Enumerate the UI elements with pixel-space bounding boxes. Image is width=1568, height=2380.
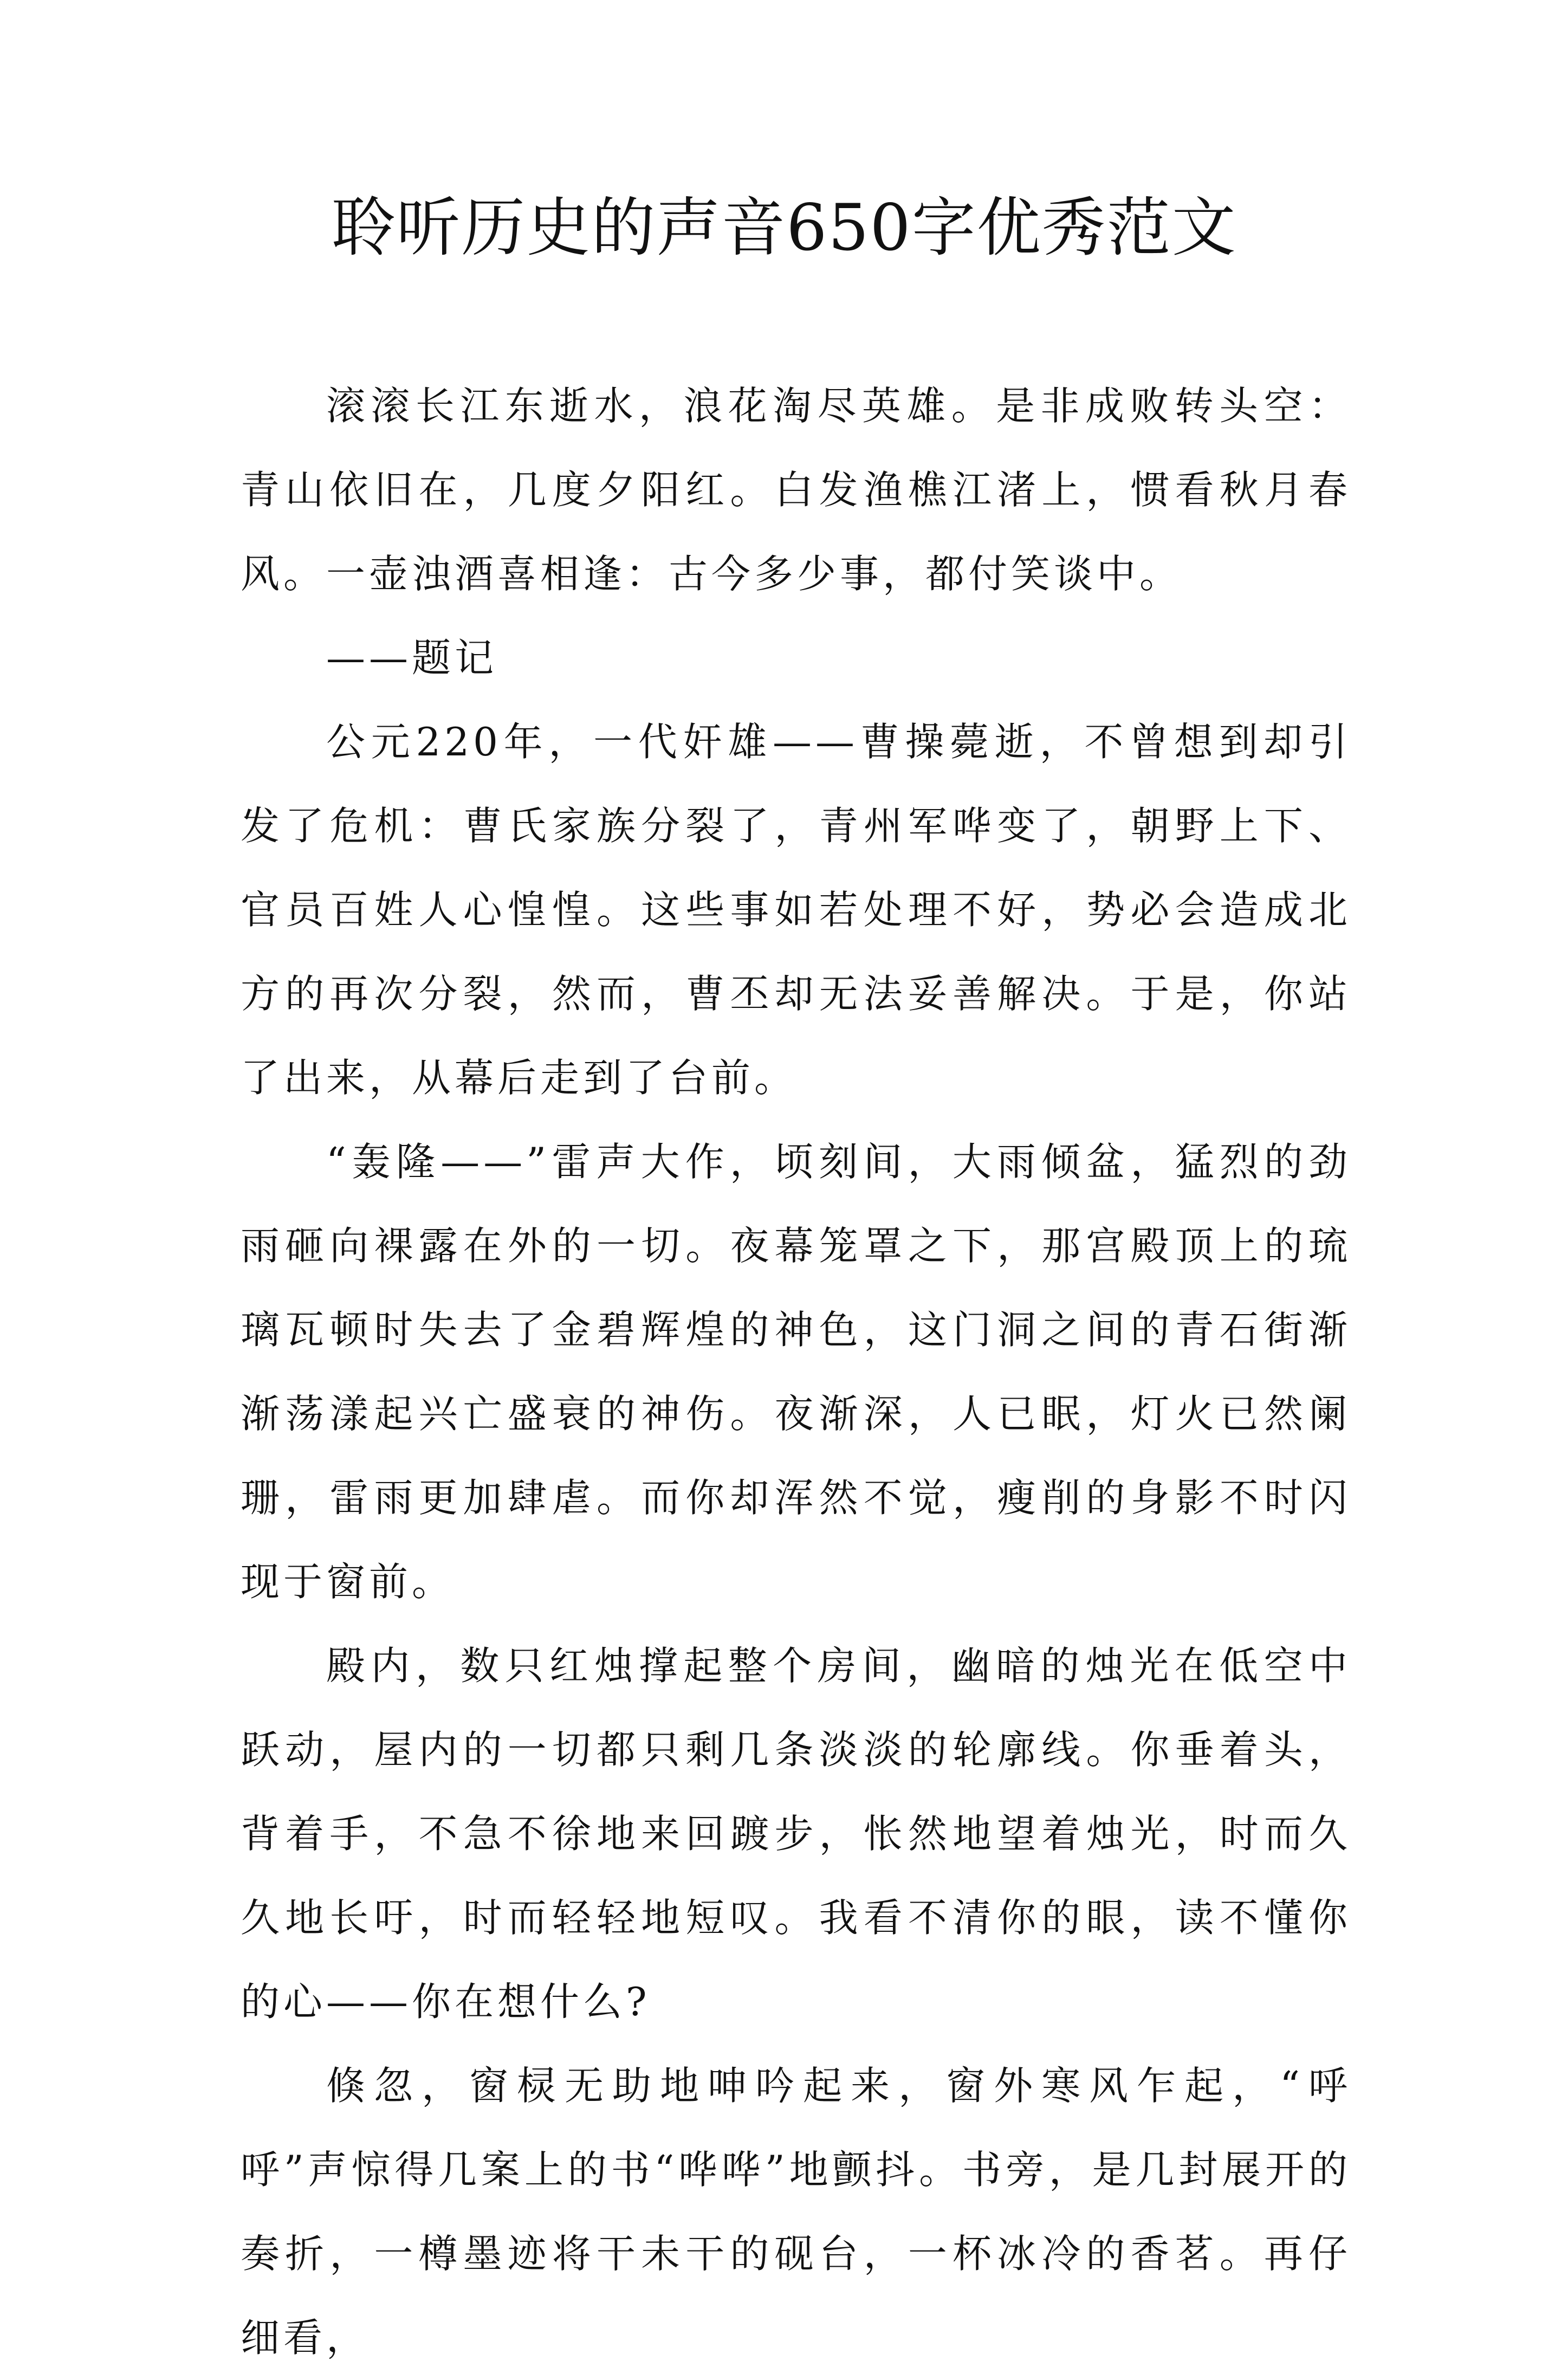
paragraph-window: 倏忽，窗棂无助地呻吟起来，窗外寒风乍起，“呼呼”声惊得几案上的书“哗哗”地颤抖。书旁，是几封展开的奏折，一樽墨迹将干未干的砚台，一杯冰冷的香茗。再仔细看， [241,2063,1351,2360]
paragraph-candles: 殿内，数只红烛撑起整个房间，幽暗的烛光在低空中跃动，屋内的一切都只剩几条淡淡的轮廓线。你垂着头，背着手，不急不徐地来回踱步，怅然地望着烛光，时而久久地长吁，时而轻轻地短叹。我看不清你的眼，读不懂你的心——你在想什么? [241,1643,1351,2025]
document-title: 聆听历史的声音650字优秀范文 [331,190,1237,265]
paragraph-ad220: 公元220年，一代奸雄——曹操薨逝，不曾想到却引发了危机：曹氏家族分裂了，青州军哗变了，朝野上下、官员百姓人心惶惶。这些事如若处理不好，势必会造成北方的再次分裂，然而，曹丕却无法妥善解决。于是，你站了出来，从幕后走到了台前。 [241,719,1351,1101]
paragraph-thunder: “轰隆——”雷声大作，顷刻间，大雨倾盆，猛烈的劲雨砸向裸露在外的一切。夜幕笼罩之下，那宫殿顶上的琉璃瓦顿时失去了金碧辉煌的神色，这门洞之间的青石街渐渐荡漾起兴亡盛衰的神伤。夜渐深，人已眠，灯火已然阑珊，雷雨更加肆虐。而你却浑然不觉，瘦削的身影不时闪现于窗前。 [241,1139,1351,1605]
paragraph-epigraph-label: ——题记 [326,635,498,681]
document-body [241,364,1351,2380]
paragraph-intro-poem: 滚滚长江东逝水，浪花淘尽英雄。是非成败转头空：青山依旧在，几度夕阳红。白发渔樵江渚上，惯看秋月春风。一壶浊酒喜相逢：古今多少事，都付笑谈中。 [241,383,1351,597]
